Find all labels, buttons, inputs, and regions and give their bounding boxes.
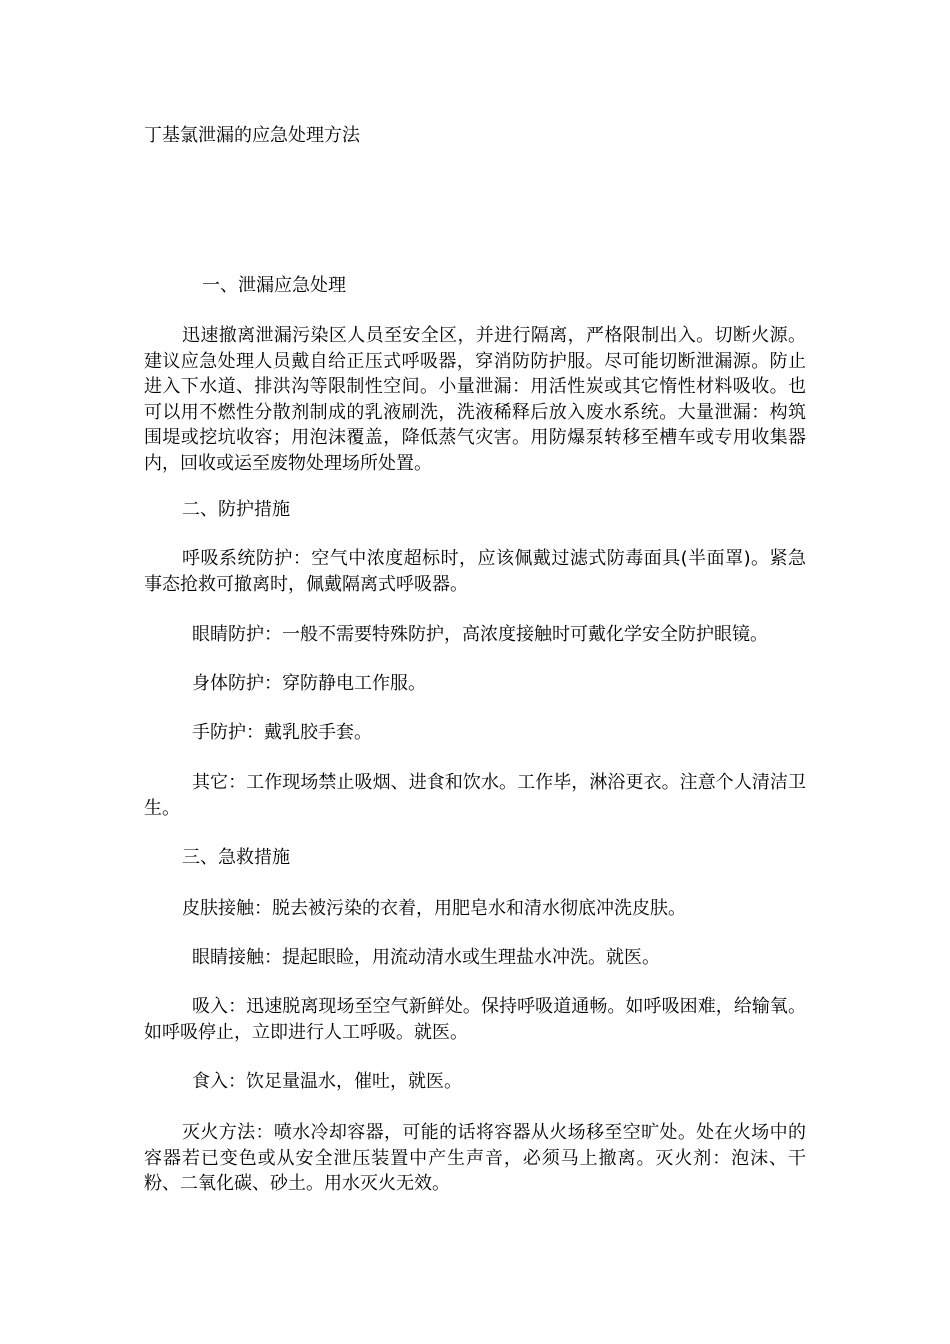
paragraph-leak-response: 迅速撤离泄漏污染区人员至安全区，并进行隔离，严格限制出入。切断火源。建议应急处理人员戴自给正压式呼吸器，穿消防防护服。尽可能切断泄漏源。防止进入下水道、排洪沟等限制性空间。小量泄漏：用活性炭或其它惰性材料吸收。也可以用不燃性分散剂制成的乳液刷洗，洗液稀释后放入废水系统。大量泄漏：构筑围堤或挖坑收容；用泡沫覆盖，降低蒸气灾害。用防爆泵转移至槽车或专用收集器内，回收或运至废物处理场所处置。 [144,325,806,474]
section-heading-leak-response: 一、泄漏应急处理 [202,275,346,296]
paragraph-eye-protection: 眼睛防护：一般不需要特殊防护，高浓度接触时可戴化学安全防护眼镜。 [192,624,768,645]
paragraph-eye-contact: 眼睛接触：提起眼睑，用流动清水或生理盐水冲洗。就医。 [192,947,660,968]
paragraph-body-protection: 身体防护：穿防静电工作服。 [192,673,426,694]
document-title: 丁基氯泄漏的应急处理方法 [144,125,360,146]
paragraph-inhalation: 吸入：迅速脱离现场至空气新鲜处。保持呼吸道通畅。如呼吸困难，给输氧。如呼吸停止，立即进行人工呼吸。就医。 [144,996,806,1043]
section-heading-first-aid: 三、急救措施 [182,847,290,868]
section-heading-protection: 二、防护措施 [182,499,290,520]
paragraph-other-protection: 其它：工作现场禁止吸烟、进食和饮水。工作毕，淋浴更衣。注意个人清洁卫生。 [144,772,806,819]
paragraph-ingestion: 食入：饮足量温水，催吐，就医。 [192,1071,462,1092]
paragraph-fire-fighting: 灭火方法：喷水冷却容器，可能的话将容器从火场移至空旷处。处在火场中的容器若已变色或从安全泄压装置中产生声音，必须马上撤离。灭火剂：泡沫、干粉、二氧化碳、砂土。用水灭火无效。 [144,1122,806,1194]
paragraph-skin-contact: 皮肤接触：脱去被污染的衣着，用肥皂水和清水彻底冲洗皮肤。 [182,898,686,919]
paragraph-hand-protection: 手防护：戴乳胶手套。 [192,722,372,743]
paragraph-respiratory-protection: 呼吸系统防护：空气中浓度超标时，应该佩戴过滤式防毒面具(半面罩)。紧急事态抢救可撤离时，佩戴隔离式呼吸器。 [144,548,806,595]
